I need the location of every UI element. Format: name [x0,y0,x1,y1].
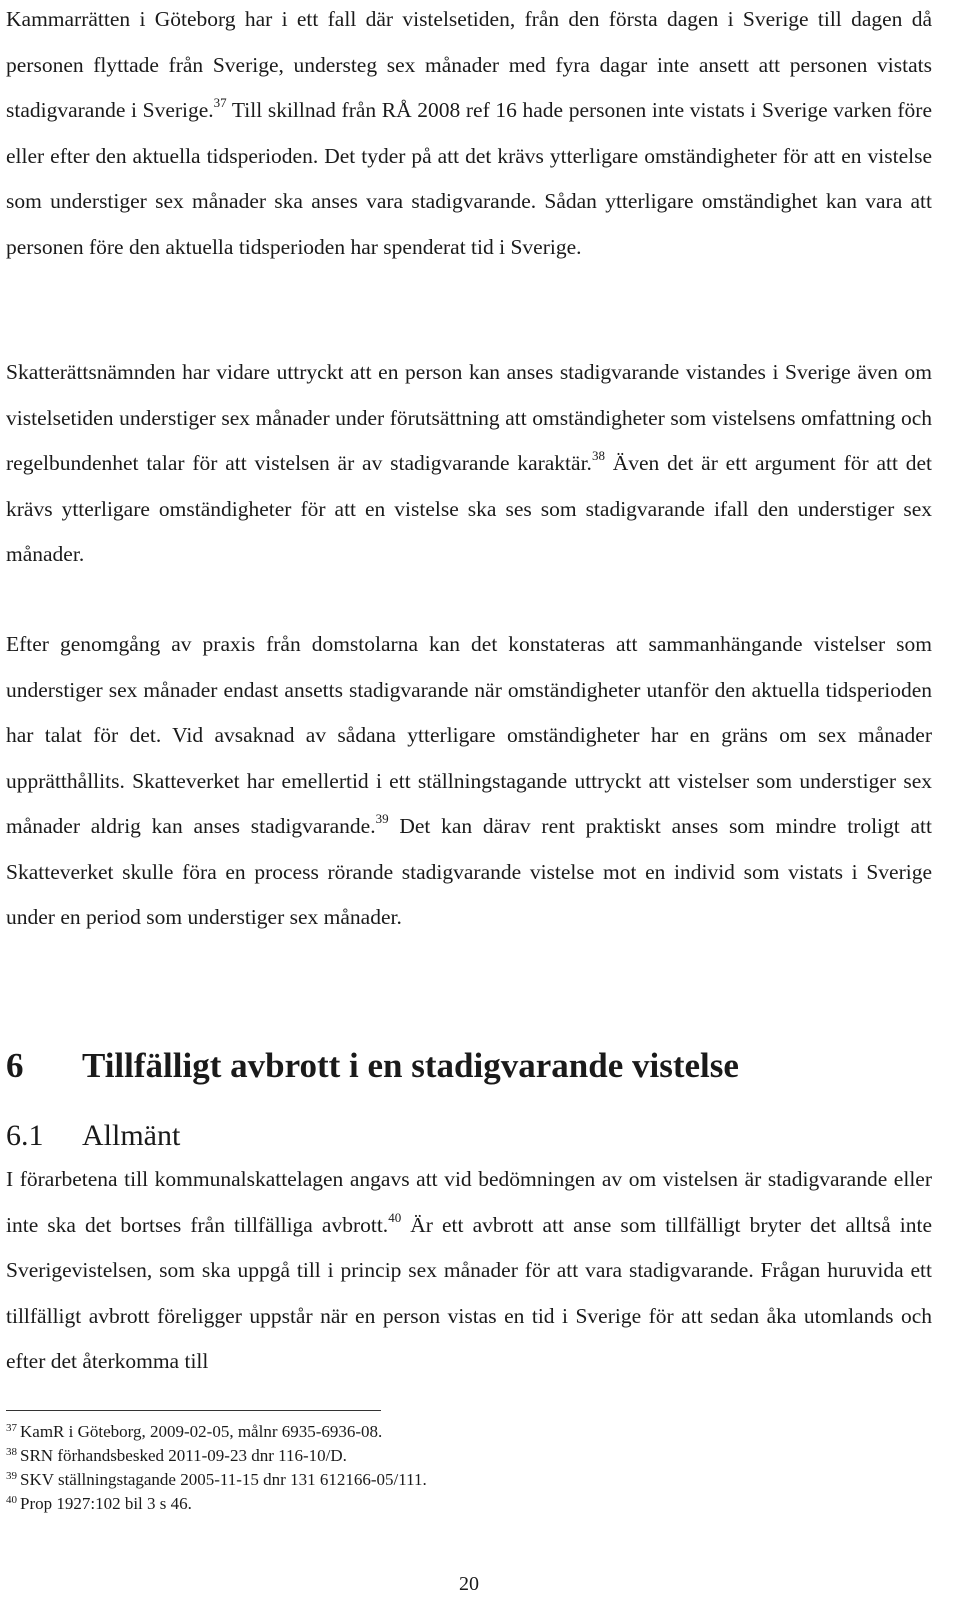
footnote-text: SKV ställningstagande 2005-11-15 dnr 131 612166-05/111. [20,1470,427,1489]
footnote-item [6,1468,932,1492]
footnote-item [6,1420,932,1444]
paragraph-text: Kammarrätten i Göteborg har i ett fall där vistelsetiden, från den första dagen i Sverige till dagen då personen flyttade från Sverige, understeg sex månader med fyra dagar inte ansett att personen vistats stadigvarande i Sverige. [6,7,932,122]
paragraph-text: Även det är ett argument för att det krävs ytterligare omständigheter för att en vistelse ska ses som stadigvarande ifall den understiger sex månader. [6,451,932,566]
section-number: 6 [6,1046,24,1085]
body-paragraph-3 [6,622,932,941]
footnote-text: Prop 1927:102 bil 3 s 46. [20,1494,192,1513]
footnote-reference[interactable]: 40 [388,1209,402,1225]
footnote-item [6,1492,932,1516]
footnote-number: 40 [6,1494,17,1506]
footnote-number: 39 [6,1470,17,1482]
footnote-divider [6,1410,381,1411]
footnotes-list [6,1420,932,1516]
subsection-heading [6,1118,932,1154]
section-title: Tillfälligt avbrott i en stadigvarande vistelse [82,1046,739,1085]
paragraph-text: Efter genomgång av praxis från domstolarna kan det konstateras att sammanhängande vistelser som understiger sex månader endast ansetts stadigvarande när omständigheter utanför den aktuella tidsperioden har talat för det. Vid avsaknad av sådana ytterligare omständigheter har en gräns om sex månader upprätthållits. Skatteverket har emellertid i ett ställningstagande uttryckt att vistelser som understiger sex månader aldrig kan anses stadigvarande. [6,632,932,838]
body-paragraph-2 [6,350,932,578]
page-number: 20 [459,1573,479,1595]
paragraph-text: Är ett avbrott att anse som tillfälligt bryter det alltså inte Sverigevistelsen, som ska uppgå till i princip sex månader för att vara stadigvarande. Frågan huruvida ett tillfälligt avbrott föreligger uppstår när en person vistas en tid i Sverige för att sedan åka utomlands och efter det återkomma till [6,1212,932,1373]
footnote-text: KamR i Göteborg, 2009-02-05, målnr 6935-6936-08. [20,1422,383,1441]
subsection-title: Allmänt [82,1119,181,1152]
section-heading [6,1046,932,1086]
footnote-reference[interactable]: 37 [213,95,227,110]
body-paragraph-4 [6,1157,932,1385]
paragraph-text: I förarbetena till kommunalskattelagen angavs att vid bedömningen av om vistelsen är stadigvarande eller inte ska det bortses från tillfälliga avbrott. [6,1167,932,1237]
footnote-reference[interactable]: 38 [591,448,605,463]
paragraph-text: Till skillnad från RÅ 2008 ref 16 hade personen inte vistats i Sverige varken före eller efter den aktuella tidsperioden. Det tyder på att det krävs ytterligare omständigheter för att en vistelse som understiger sex månader ska anses vara stadigvarande. Sådan ytterligare omständighet kan vara att personen före den aktuella tidsperioden har spenderat tid i Sverige. [6,98,932,259]
paragraph-text: Det kan därav rent praktiskt anses som mindre troligt att Skatteverket skulle föra en process rörande stadigvarande vistelse mot en individ som vistats i Sverige under en period som understiger sex månader. [6,814,932,929]
body-paragraph-1 [6,0,932,270]
footnote-item [6,1444,932,1468]
footnote-reference[interactable]: 39 [375,811,389,826]
footnote-number: 38 [6,1446,17,1458]
paragraph-text: Skatterättsnämnden har vidare uttryckt att en person kan anses stadigvarande vistandes i Sverige även om vistelsetiden understiger sex månader under förutsättning att omständigheter som vistelsens omfattning och regelbundenhet talar för att vistelsen är av stadigvarande karaktär. [6,360,932,475]
subsection-number: 6.1 [6,1119,44,1152]
footnote-number: 37 [6,1422,17,1434]
footnote-text: SRN förhandsbesked 2011-09-23 dnr 116-10/D. [20,1446,347,1465]
